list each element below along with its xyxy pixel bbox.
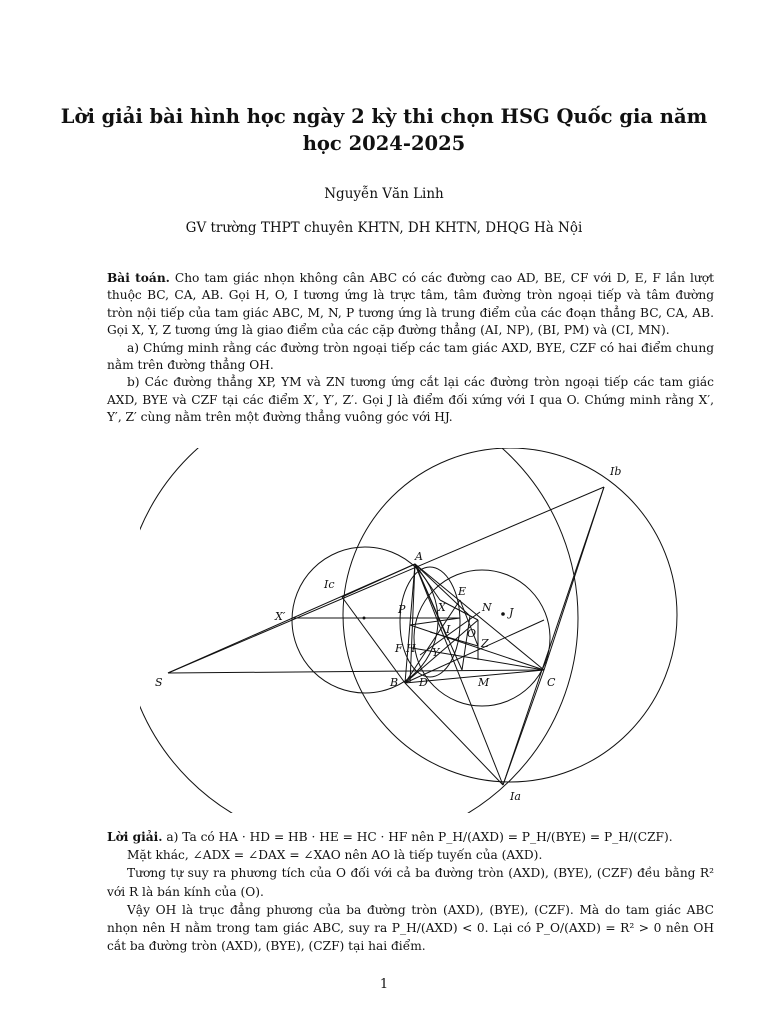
author-affiliation: GV trường THPT chuyên KHTN, DH KHTN, DHQG Hà Nội	[185, 220, 583, 236]
problem-heading: Bài toán.	[107, 271, 170, 285]
paper-title: Lời giải bài hình học ngày 2 kỳ thi chọn HSG Quốc gia năm học 2024-2025	[60, 105, 708, 155]
label-Z: Z	[481, 637, 489, 650]
label-J: J	[509, 606, 514, 619]
label-Ic: Ic	[324, 578, 335, 591]
solution-line-2: Mặt khác, ∠ADX = ∠DAX = ∠XAO nên AO là tiếp tuyến của (AXD).	[127, 848, 543, 863]
problem-part-b: b) Các đường thẳng XP, YM và ZN tương ứng cắt lại các đường tròn ngoại tiếp các tam giác AXD, BYE và CZF tại các điểm X′, Y′, Z′. Gọi J là điểm đối xứng với I qua O. Chứng minh rằng X′, Y′, Z′ cùng nằm trên một đường thẳng vuông góc với HJ.	[107, 375, 714, 425]
solution-line-3: Tương tự suy ra phương tích của O đối với cả ba đường tròn (AXD), (BYE), (CZF) đều bằng R² với R là bán kính của (O).	[107, 866, 714, 899]
label-Ib: Ib	[610, 465, 622, 478]
solution-line-4: Vậy OH là trục đẳng phương của ba đường tròn (AXD), (BYE), (CZF). Mà do tam giác ABC nhọn nên H nằm trong tam giác ABC, suy ra P_H/(AXD) < 0. Lại có P_O/(AXD) = R² > 0 nên OH cắt ba đường tròn (AXD), (BYE), (CZF) tại hai điểm.	[107, 902, 714, 954]
solution-heading: Lời giải.	[107, 830, 163, 844]
label-D: D	[419, 676, 428, 689]
label-A: A	[415, 550, 423, 563]
problem-part-a: a) Chứng minh rằng các đường tròn ngoại tiếp các tam giác AXD, BYE, CZF có hai điểm chung nằm trên đường thẳng OH.	[107, 340, 714, 373]
label-H: H	[406, 642, 416, 655]
point-J	[501, 612, 505, 616]
page-number: 1	[379, 977, 389, 992]
label-X: X	[438, 601, 446, 614]
geometry-figure	[140, 448, 680, 813]
problem-intro: Cho tam giác nhọn không cân ABC có các đường cao AD, BE, CF với D, E, F lần lượt thuộc BC, CA, AB. Gọi H, O, I tương ứng là trực tâm, tâm đường tròn ngoại tiếp và tâm đường tròn nội tiếp của tam giác ABC, M, N, P tương ứng là trung điểm của các đoạn thẳng BC, CA, AB. Gọi X, Y, Z tương ứng là giao điểm của các cặp đường thẳng (AI, NP), (BI, PM) và (CI, MN).	[107, 271, 714, 338]
label-C: C	[547, 676, 556, 689]
label-E: E	[458, 585, 467, 598]
label-Ia: Ia	[510, 790, 521, 803]
point-mid-xline	[363, 617, 366, 620]
label-N: N	[482, 601, 492, 614]
label-P: P	[398, 603, 406, 616]
label-Y: Y	[432, 646, 440, 659]
author-name: Nguyễn Văn Linh	[324, 186, 444, 202]
label-S: S	[155, 676, 163, 689]
label-Xprime: X′	[275, 610, 286, 623]
label-I: I	[446, 623, 451, 636]
problem-statement	[107, 270, 714, 427]
label-F: F	[395, 642, 403, 655]
solution-line-1: a) Ta có HA · HD = HB · HE = HC · HF nên P_H/(AXD) = P_H/(BYE) = P_H/(CZF).	[162, 830, 673, 844]
label-O: O	[467, 627, 477, 640]
solution-text	[107, 828, 714, 955]
label-M: M	[478, 676, 490, 689]
label-B: B	[390, 676, 399, 689]
